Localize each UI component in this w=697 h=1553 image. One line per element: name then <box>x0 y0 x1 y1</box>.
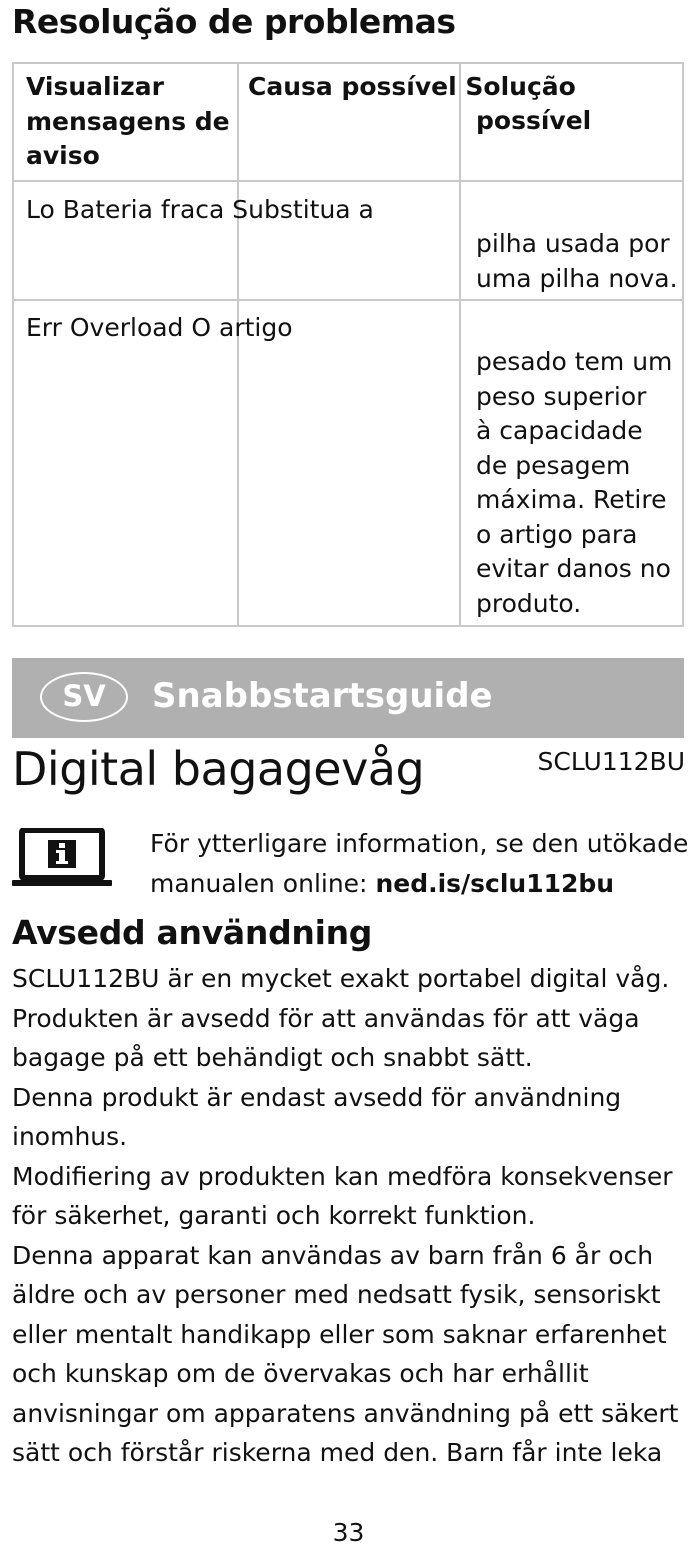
page-number: 33 <box>332 1518 365 1547</box>
troubleshooting-table <box>12 62 684 627</box>
laptop-info-icon <box>12 828 112 890</box>
product-title: Digital bagagevåg <box>12 742 425 796</box>
language-banner <box>12 658 684 738</box>
header-possible-solution: possível <box>476 106 592 135</box>
intended-use-body: SCLU112BU är en mycket exakt portabel digital våg. Produkten är avsedd för att användas för att väga bagage på ett behändigt och snabbt sätt. Denna produkt är endast avsedd för användning inomhus. Modifiering av produkten kan medföra konsekvenser för säkerhet, garanti och korrekt funktion. Denna apparat kan användas av barn från 6 år och äldre och av personer med nedsatt fysik, sensoriskt eller mentalt handikapp eller som saknar erfarenhet och kunskap om de övervakas och har erhållit anvisningar om apparatens användning på ett säkert sätt och förstår riskerna med den. Barn får inte leka <box>12 964 679 1467</box>
row-overload: Err Overload O artigo <box>26 313 293 342</box>
language-code-badge: SV <box>40 672 128 722</box>
more-info-text: För ytterligare information, se den utökade manualen online: ned.is/sclu112bu <box>150 829 689 898</box>
manual-link[interactable]: ned.is/sclu112bu <box>375 869 615 898</box>
table-divider <box>14 299 682 301</box>
quick-start-guide-title: Snabbstartsguide <box>152 676 493 716</box>
header-display-messages: Visualizar mensagens de aviso <box>26 72 230 170</box>
table-divider <box>14 180 682 182</box>
section-title-troubleshooting: Resolução de problemas <box>12 2 456 41</box>
model-number: SCLU112BU <box>537 747 685 776</box>
row-overload-solution: pesado tem um peso superior à capacidade de pesagem máxima. Retire o artigo para evitar danos no produto. <box>476 347 673 618</box>
table-divider <box>459 64 461 625</box>
intended-use-heading: Avsedd användning <box>12 913 373 952</box>
header-possible-cause: Causa possível Solução <box>248 72 576 101</box>
row-low-battery: Lo Bateria fraca Substitua a <box>26 195 374 224</box>
row-low-battery-solution: pilha usada por uma pilha nova. <box>476 229 678 293</box>
